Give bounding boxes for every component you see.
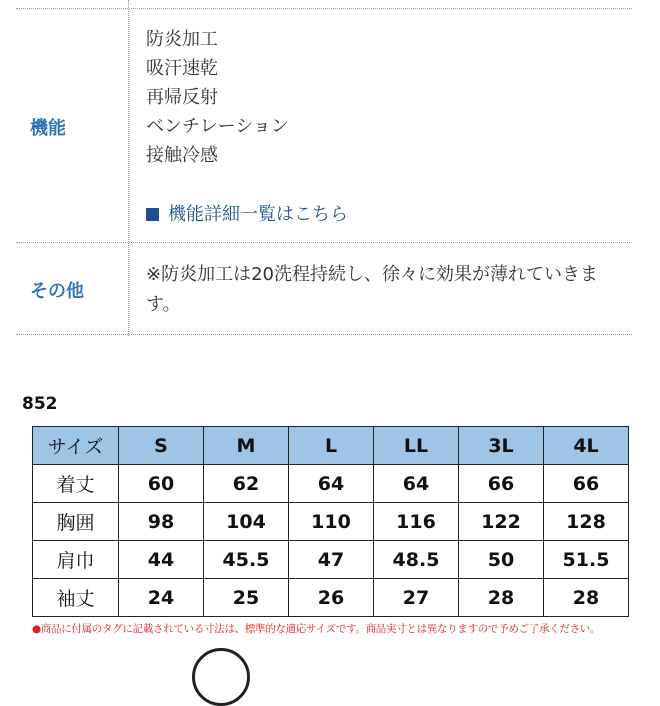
table-cell: 28 — [459, 579, 544, 617]
divider — [16, 334, 632, 335]
table-cell: 44 — [119, 541, 204, 579]
size-header-row — [33, 427, 629, 465]
function-item: 防炎加工 — [146, 29, 218, 50]
table-cell: 64 — [289, 465, 374, 503]
other-note: ※防炎加工は20洗程持続し、徐々に効果が薄れていきます。 — [146, 264, 598, 315]
table-cell: 25 — [204, 579, 289, 617]
divider — [16, 8, 632, 9]
function-details-link-text[interactable]: 機能詳細一覧はこちら — [168, 204, 348, 225]
size-footnote: ●商品に付属のタグに記載されている寸法は、標準的な適応サイズです。商品実寸とは異なりますので予めご了承ください。 — [32, 623, 601, 635]
model-number: 852 — [22, 394, 58, 414]
other-label: その他 — [30, 281, 84, 302]
function-list — [146, 25, 289, 170]
row-label: 袖丈 — [33, 579, 119, 617]
table-cell: 104 — [204, 503, 289, 541]
size-header-cell: LL — [374, 427, 459, 465]
table-cell: 116 — [374, 503, 459, 541]
size-header-cell: サイズ — [33, 427, 119, 465]
size-header-cell: 3L — [459, 427, 544, 465]
table-cell: 98 — [119, 503, 204, 541]
divider — [16, 242, 632, 243]
column-divider — [128, 0, 129, 336]
table-cell: 122 — [459, 503, 544, 541]
function-item: 吸汗速乾 — [146, 58, 218, 79]
spec-table — [16, 0, 632, 336]
size-table — [32, 426, 629, 617]
table-cell: 50 — [459, 541, 544, 579]
row-label: 肩巾 — [33, 541, 119, 579]
function-item: 接触冷感 — [146, 145, 218, 166]
table-cell: 47 — [289, 541, 374, 579]
table-row — [33, 503, 629, 541]
size-header-cell: 4L — [544, 427, 629, 465]
function-details-link[interactable] — [146, 200, 348, 226]
table-cell: 64 — [374, 465, 459, 503]
function-item: 再帰反射 — [146, 87, 218, 108]
table-cell: 27 — [374, 579, 459, 617]
table-row — [33, 541, 629, 579]
size-header-cell: M — [204, 427, 289, 465]
function-label: 機能 — [30, 118, 66, 139]
table-cell: 110 — [289, 503, 374, 541]
table-cell: 60 — [119, 465, 204, 503]
size-header-cell: L — [289, 427, 374, 465]
table-cell: 45.5 — [204, 541, 289, 579]
circle-icon — [192, 648, 250, 706]
table-cell: 62 — [204, 465, 289, 503]
table-cell: 26 — [289, 579, 374, 617]
table-cell: 66 — [459, 465, 544, 503]
table-cell: 128 — [544, 503, 629, 541]
table-row — [33, 579, 629, 617]
row-label: 着丈 — [33, 465, 119, 503]
table-cell: 48.5 — [374, 541, 459, 579]
table-cell: 28 — [544, 579, 629, 617]
function-item: ベンチレーション — [146, 116, 289, 137]
table-cell: 66 — [544, 465, 629, 503]
table-cell: 51.5 — [544, 541, 629, 579]
row-label: 胸囲 — [33, 503, 119, 541]
square-bullet-icon — [146, 208, 159, 221]
table-cell: 24 — [119, 579, 204, 617]
size-header-cell: S — [119, 427, 204, 465]
table-row — [33, 465, 629, 503]
